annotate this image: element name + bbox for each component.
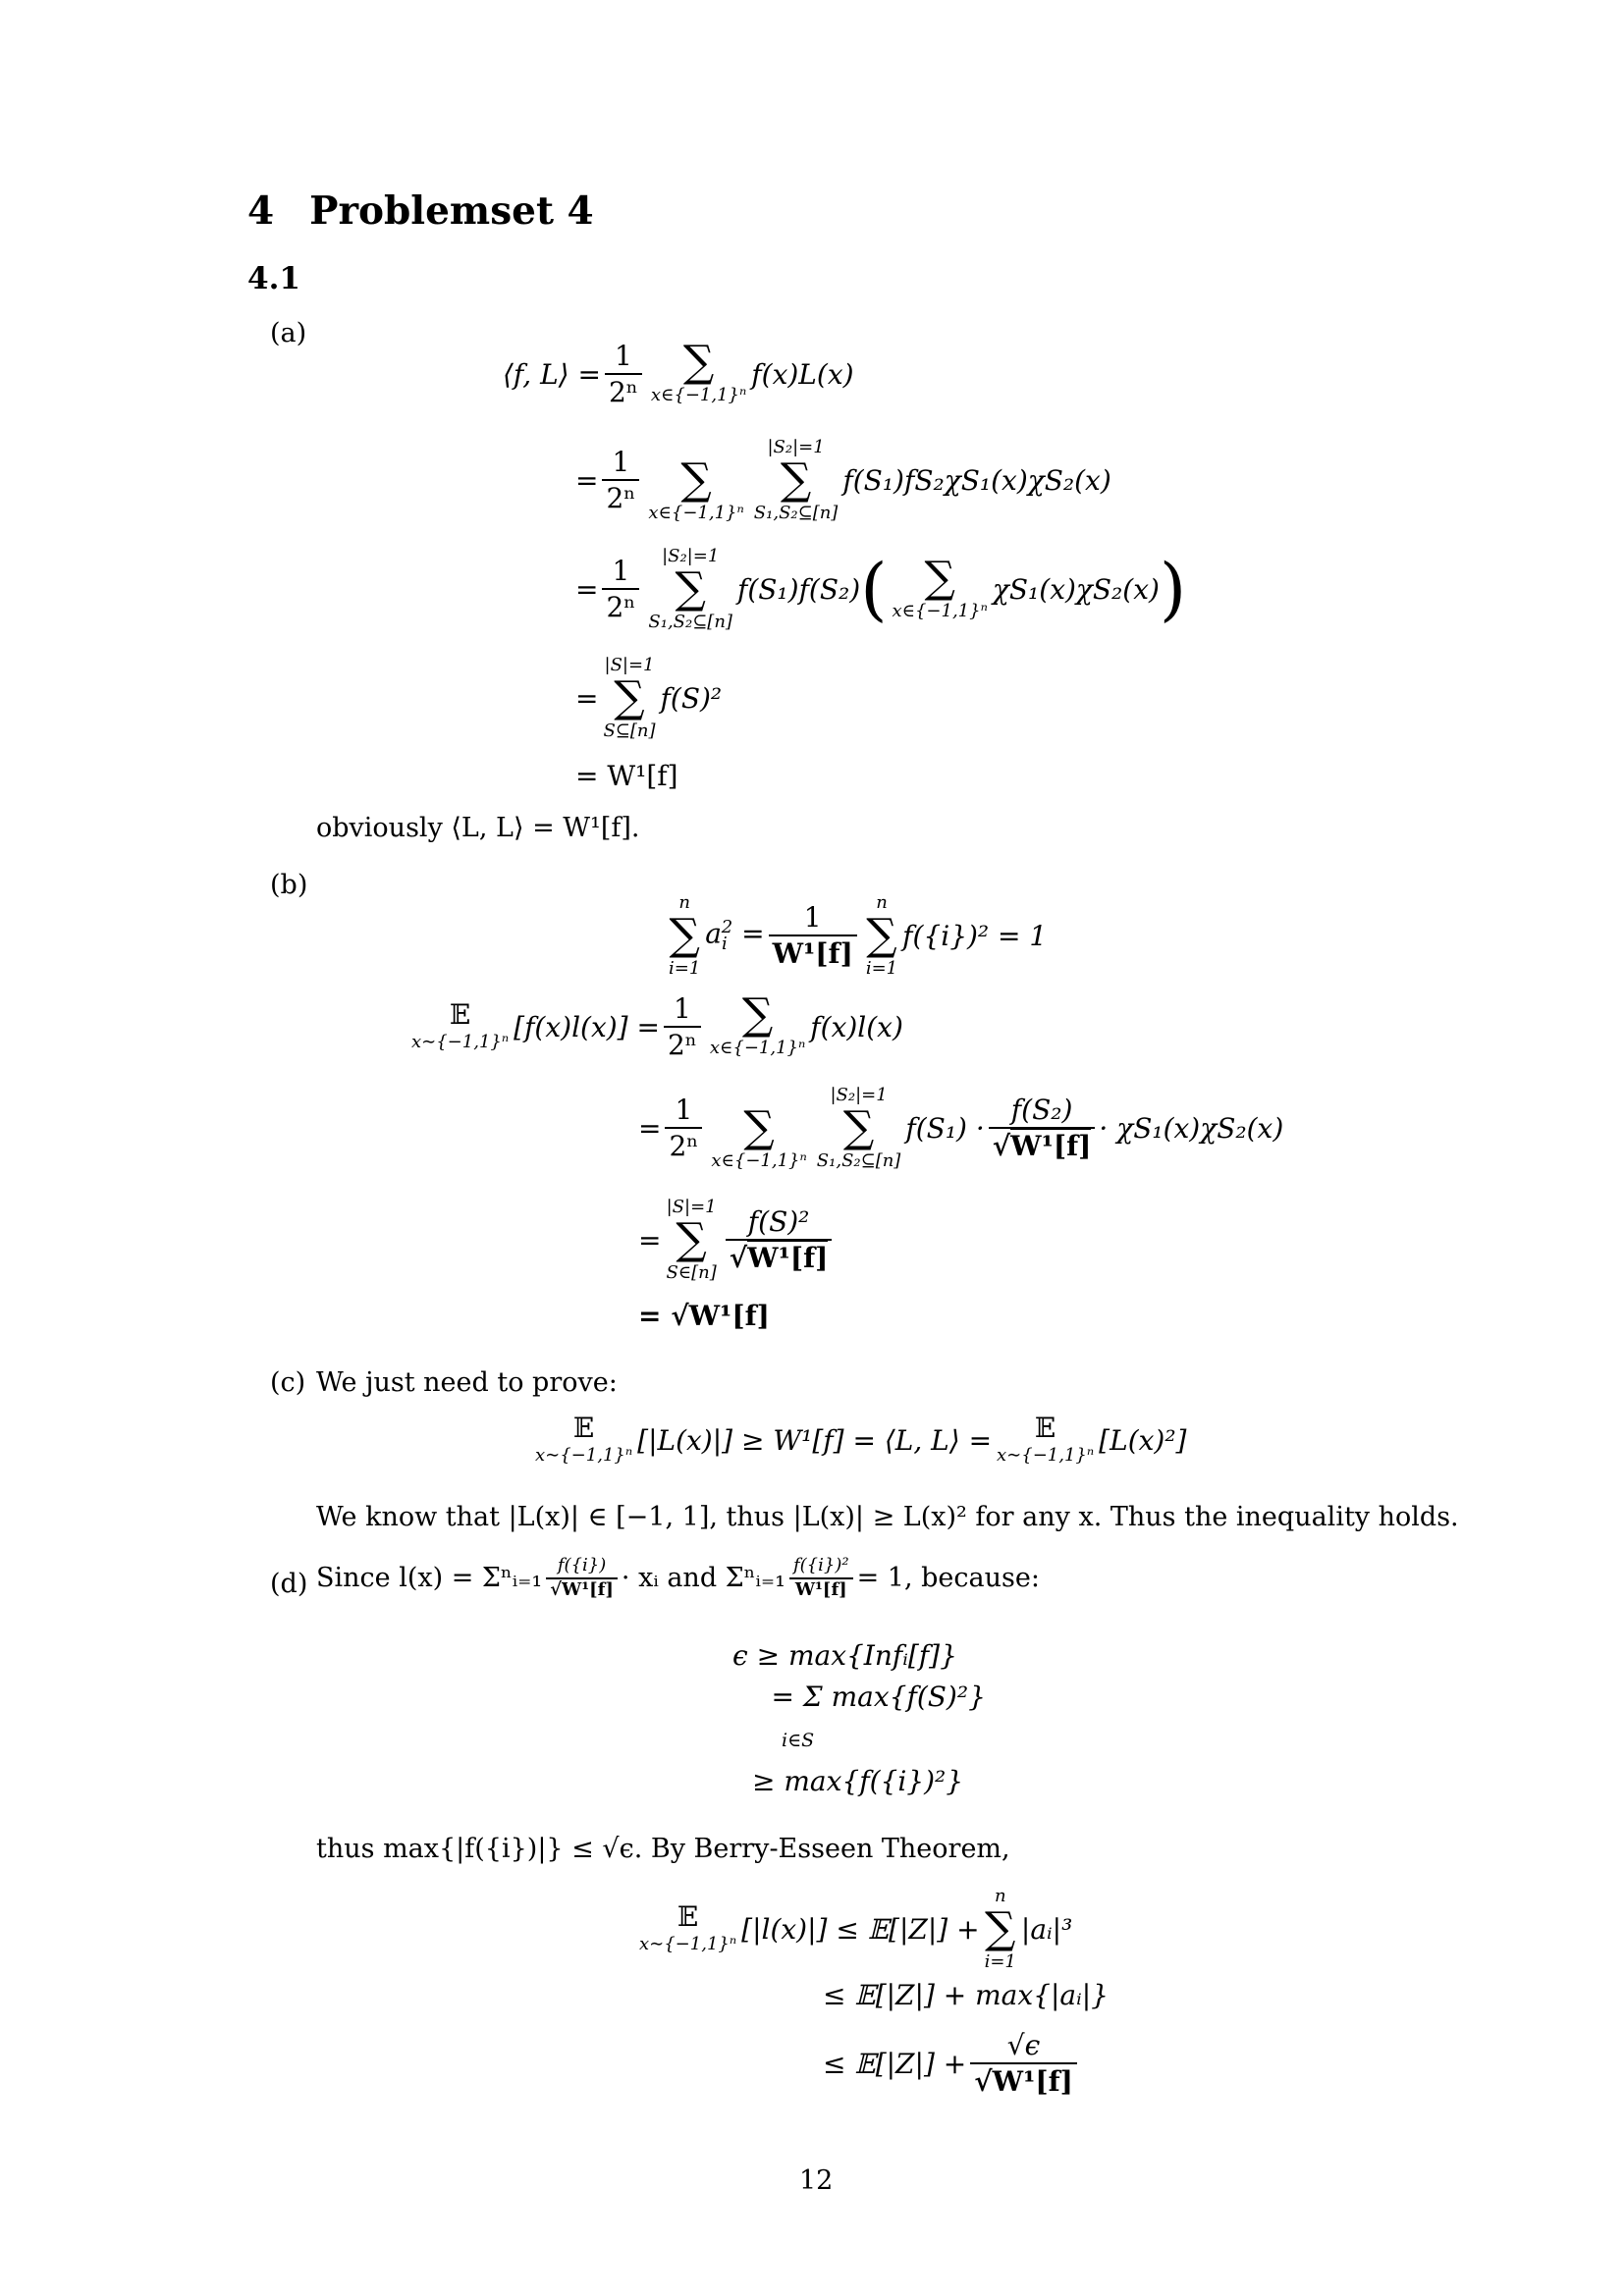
eq-b-line5: = √W¹[f] <box>638 1300 770 1332</box>
page-number: 12 <box>799 2165 834 2196</box>
eq-d-ineq3: ≥ max{f({i})²} <box>752 1765 964 1797</box>
sum-a1: ∑ x∈{−1,1}ⁿ <box>650 337 747 406</box>
eq-a-line4: = |S|=1 ∑ S⊆[n] f(S)² <box>575 655 723 742</box>
label-c: (c) <box>270 1367 306 1398</box>
label-d: (d) <box>270 1569 308 1599</box>
eq-a-line2: = $\frac{1}{\text{2ⁿ}}$ ∑ x∈{−1,1}ⁿ |S₂|=1 ∑ S₁,S₂⊆[n] f(S₁)fS₂χS₁(x)χS₂(x) <box>575 437 1111 524</box>
section-heading <box>247 188 594 234</box>
eq-b-line2: 𝔼 x∼{−1,1}ⁿ [f(x)l(x)] = $\frac{1}{\text{2ⁿ}}$ ∑ x∈{−1,1}ⁿ f(x)l(x) <box>411 989 903 1061</box>
c-conclusion: We know that |L(x)| ∈ [−1, 1], thus |L(x)| ≥ L(x)² for any x. Thus the inequality holds. <box>316 1502 1459 1532</box>
eq-d-be1: 𝔼 x∼{−1,1}ⁿ [|l(x)|] ≤ 𝔼[|Z|] + n ∑ i=1 |aᵢ|³ <box>639 1886 1073 1973</box>
term-a3: f(S₁)f(S₂) <box>736 572 861 606</box>
eq-d-be3: ≤ 𝔼[|Z|] + $\frac{√\epsilon}{\text{√W¹[f]}}$ <box>823 2028 1081 2099</box>
eq-d-be2: ≤ 𝔼[|Z|] + max{|aᵢ|} <box>823 1979 1109 2011</box>
eq-b-line3: = $\frac{1}{\text{2ⁿ}}$ ∑ x∈{−1,1}ⁿ |S₂|=1 ∑ S₁,S₂⊆[n] f(S₁) · $\frac{\text{f(S₂)}}{\text{√W¹[f]}}$ · χS₁(x)χS₂(x) <box>638 1085 1284 1172</box>
c-intro: We just need to prove: <box>316 1367 618 1398</box>
eq-b-line1: n ∑ i=1 $a_i^2$ = $\frac{1}{\text{W¹[f]}}$ n ∑ i=1 f({i})² = 1 <box>669 892 1048 980</box>
eq-a-lhs: ⟨f, L⟩ = <box>503 357 601 391</box>
eq-a-line3: = $\frac{1}{\text{2ⁿ}}$ |S₂|=1 ∑ S₁,S₂⊆[n] f(S₁)f(S₂) ( ∑ x∈{−1,1}ⁿ χS₁(x)χS₂(x) ) <box>575 546 1187 633</box>
eq-d-ineq1: ϵ ≥ max{Infᵢ[f]} <box>732 1639 957 1672</box>
d-thus: thus max{|f({i})|} ≤ √ϵ. By Berry-Esseen Theorem, <box>316 1834 1010 1864</box>
label-a: (a) <box>270 318 307 348</box>
section-title: Problemset 4 <box>309 188 594 234</box>
eq-d-ineq2: = Σ max{f(S)²} <box>771 1681 986 1713</box>
d-intro: Since l(x) = Σⁿᵢ₌₁ $\frac{f(\{i\})}{\text{√W¹[f]}}$ · xᵢ and Σⁿᵢ₌₁ $\frac{\text{f(\{i\})²}}{\text{W¹[f]}}$ = 1, because: <box>316 1555 1040 1600</box>
eq-b-line4: = |S|=1 ∑ S∈[n] $\frac{\text{f(S)²}}{\text{√W¹[f]}}$ <box>638 1196 836 1285</box>
label-b: (b) <box>270 870 308 900</box>
eq-d-ineq2-sub: i∈S <box>782 1730 815 1751</box>
eq-a-line1 <box>503 339 854 409</box>
term-a2: f(S₁)fS₂χS₁(x)χS₂(x) <box>842 463 1111 497</box>
subsection-heading: 4.1 <box>247 261 300 296</box>
term-a1: f(x)L(x) <box>751 357 854 391</box>
eq-a-line5: = W¹[f] <box>575 760 678 792</box>
a-obviously: obviously ⟨L, L⟩ = W¹[f]. <box>316 813 640 843</box>
eq-c: 𝔼 x∼{−1,1}ⁿ [|L(x)|] ≥ W¹[f] = ⟨L, L⟩ = 𝔼 x∼{−1,1}ⁿ [L(x)²] <box>535 1412 1187 1466</box>
frac-a1: $\frac{1}{\text{2ⁿ}}$ <box>605 339 642 409</box>
section-number: 4 <box>247 188 275 234</box>
